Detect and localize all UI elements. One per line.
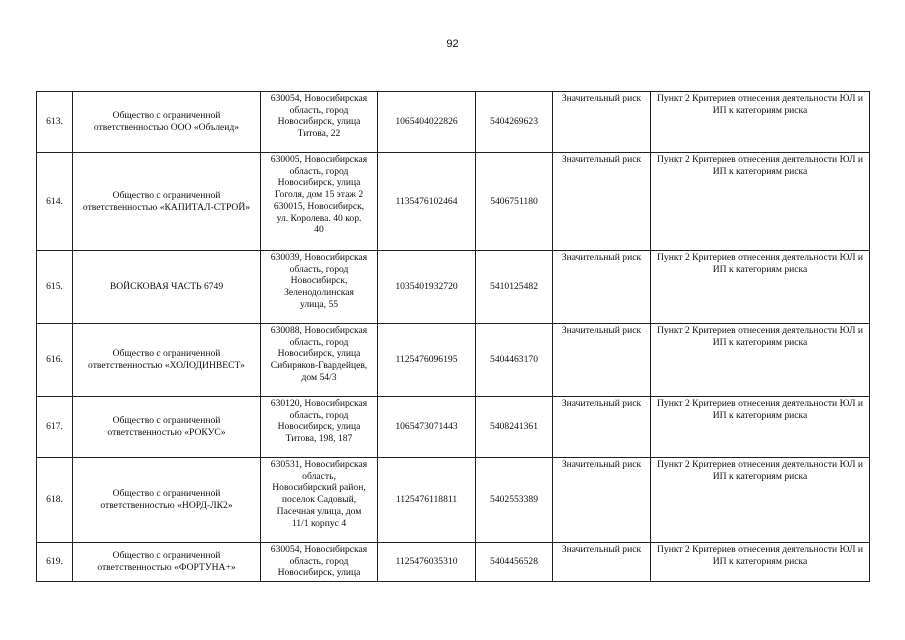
organization-name: Общество с ограниченной ответственностью «НОРД-ЛК2» (73, 458, 261, 543)
ogrn: 1065473071443 (378, 397, 476, 458)
row-number: 617. (37, 397, 73, 458)
risk-category: Значительный риск (553, 324, 651, 397)
row-number: 613. (37, 92, 73, 153)
ogrn: 1065404022826 (378, 92, 476, 153)
risk-category: Значительный риск (553, 153, 651, 251)
table-row (37, 92, 870, 153)
organization-name: Общество с ограниченной ответственностью «ХОЛОДИНВЕСТ» (73, 324, 261, 397)
risk-category: Значительный риск (553, 458, 651, 543)
address: 630088, Новосибирская область, город Новосибирск, улица Сибиряков-Гвардейцев, дом 54/3 (261, 324, 378, 397)
criteria: Пункт 2 Критериев отнесения деятельности ЮЛ и ИП к категориям риска (651, 251, 870, 324)
criteria: Пункт 2 Критериев отнесения деятельности ЮЛ и ИП к категориям риска (651, 397, 870, 458)
inn: 5402553389 (476, 458, 553, 543)
table-row (37, 458, 870, 543)
ogrn: 1125476118811 (378, 458, 476, 543)
address: 630531, Новосибирская область, Новосибирский район, поселок Садовый, Пасечная улица, дом 11/1 корпус 4 (261, 458, 378, 543)
table-row (37, 324, 870, 397)
inn: 5406751180 (476, 153, 553, 251)
inn: 5404456528 (476, 543, 553, 582)
address: 630005, Новосибирская область, город Новосибирск, улица Гоголя, дом 15 этаж 2 630015, Новосибирск, ул. Королева. 40 кор. 40 (261, 153, 378, 251)
criteria: Пункт 2 Критериев отнесения деятельности ЮЛ и ИП к категориям риска (651, 458, 870, 543)
inn: 5410125482 (476, 251, 553, 324)
ogrn: 1125476096195 (378, 324, 476, 397)
row-number: 619. (37, 543, 73, 582)
ogrn: 1135476102464 (378, 153, 476, 251)
organization-name: Общество с ограниченной ответственностью ООО «Обълеид» (73, 92, 261, 153)
table-row (37, 397, 870, 458)
organization-name: ВОЙСКОВАЯ ЧАСТЬ 6749 (73, 251, 261, 324)
criteria: Пункт 2 Критериев отнесения деятельности ЮЛ и ИП к категориям риска (651, 92, 870, 153)
registry-table (36, 91, 870, 582)
risk-category: Значительный риск (553, 92, 651, 153)
criteria: Пункт 2 Критериев отнесения деятельности ЮЛ и ИП к категориям риска (651, 543, 870, 582)
row-number: 616. (37, 324, 73, 397)
organization-name: Общество с ограниченной ответственностью «ФОРТУНА+» (73, 543, 261, 582)
page-number: 92 (446, 38, 459, 50)
table-row (37, 543, 870, 582)
risk-category: Значительный риск (553, 543, 651, 582)
risk-category: Значительный риск (553, 397, 651, 458)
row-number: 618. (37, 458, 73, 543)
organization-name: Общество с ограниченной ответственностью «РОКУС» (73, 397, 261, 458)
criteria: Пункт 2 Критериев отнесения деятельности ЮЛ и ИП к категориям риска (651, 324, 870, 397)
organization-name: Общество с ограниченной ответственностью «КАПИТАЛ-СТРОЙ» (73, 153, 261, 251)
inn: 5404463170 (476, 324, 553, 397)
address: 630054, Новосибирская область, город Новосибирск, улица (261, 543, 378, 582)
ogrn: 1125476035310 (378, 543, 476, 582)
row-number: 615. (37, 251, 73, 324)
row-number: 614. (37, 153, 73, 251)
risk-category: Значительный риск (553, 251, 651, 324)
ogrn: 1035401932720 (378, 251, 476, 324)
inn: 5404269623 (476, 92, 553, 153)
table-row (37, 153, 870, 251)
table-row (37, 251, 870, 324)
address: 630120, Новосибирская область, город Новосибирск, улица Титова, 198, 187 (261, 397, 378, 458)
inn: 5408241361 (476, 397, 553, 458)
criteria: Пункт 2 Критериев отнесения деятельности ЮЛ и ИП к категориям риска (651, 153, 870, 251)
address: 630039, Новосибирская область, город Новосибирск, Зеленодолинская улица, 55 (261, 251, 378, 324)
address: 630054, Новосибирская область, город Новосибирск, улица Титова, 22 (261, 92, 378, 153)
